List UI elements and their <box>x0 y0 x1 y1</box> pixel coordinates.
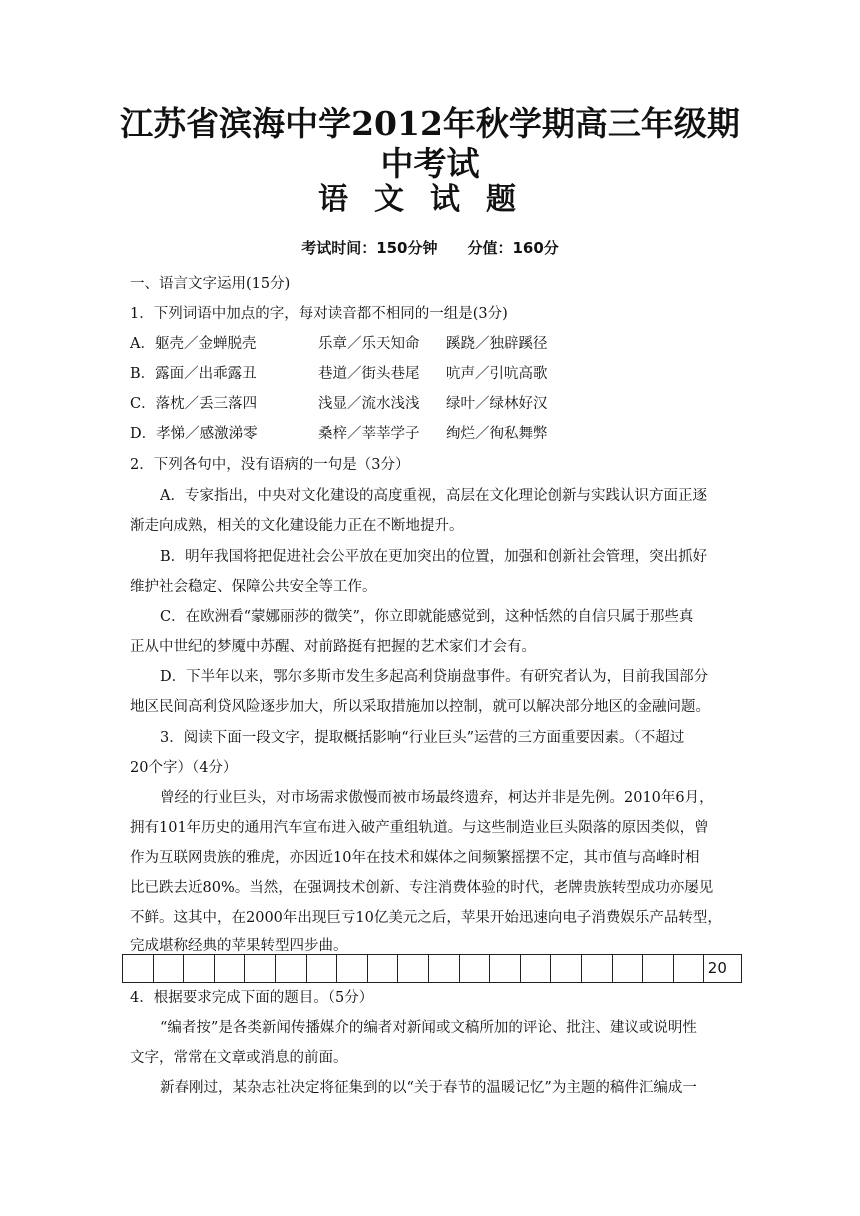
answer-cell[interactable] <box>521 955 552 982</box>
question-1-option-b: B．露面／出乖露丑 巷道／街头巷尾 吭声／引吭高歌 <box>130 366 548 382</box>
answer-grid[interactable] <box>122 954 742 983</box>
answer-cell[interactable] <box>429 955 460 982</box>
question-2-option-d: D．下半年以来，鄂尔多斯市发生多起高利贷崩盘事件。有研究者认为，目前我国部分 <box>160 669 709 685</box>
question-1-option-d: D．孝悌／感激涕零 桑梓／莘莘学子 绚烂／徇私舞弊 <box>130 426 548 442</box>
question-4-stem: 4．根据要求完成下面的题目。（5分） <box>130 990 374 1006</box>
question-2-option-a: A．专家指出，中央对文化建设的高度重视，高层在文化理论创新与实践认识方面正逐 <box>160 488 707 504</box>
question-3-passage-line: 不鲜。这其中，在2000年出现巨亏10亿美元之后，苹果开始迅速向电子消费娱乐产品转型， <box>130 910 722 926</box>
question-1-stem: 1．下列词语中加点的字，每对读音都不相同的一组是(3分) <box>130 306 508 322</box>
question-3-stem-cont: 20个字）（4分） <box>130 760 238 776</box>
question-2-option-c-cont: 正从中世纪的梦魇中苏醒、对前路挺有把握的艺术家们才会有。 <box>130 639 536 655</box>
answer-cell[interactable] <box>368 955 399 982</box>
answer-cell[interactable] <box>582 955 613 982</box>
exam-time: 考试时间：150分钟 <box>301 239 438 257</box>
answer-cell[interactable] <box>154 955 185 982</box>
question-3-passage-line: 曾经的行业巨头，对市场需求傲慢而被市场最终遗弃，柯达并非是先例。2010年6月， <box>160 790 714 806</box>
section-heading: 一、语言文字运用(15分) <box>130 276 291 292</box>
answer-cell[interactable] <box>215 955 246 982</box>
answer-cell[interactable] <box>551 955 582 982</box>
question-2-option-c: C．在欧洲看“蒙娜丽莎的微笑”，你立即就能感觉到，这种恬然的自信只属于那些真 <box>160 609 694 625</box>
question-4-passage-line: “编者按”是各类新闻传播媒介的编者对新闻或文稿所加的评论、批注、建议或说明性 <box>160 1020 697 1036</box>
answer-cell[interactable] <box>490 955 521 982</box>
answer-cell[interactable] <box>245 955 276 982</box>
question-2-option-d-cont: 地区民间高利贷风险逐步加大，所以采取措施加以控制，就可以解决部分地区的金融问题。 <box>130 699 710 715</box>
question-3-passage-line: 完成堪称经典的苹果转型四步曲。 <box>130 938 348 954</box>
question-1-option-a: A．躯壳／金蝉脱壳 乐章／乐天知命 蹊跷／独辟蹊径 <box>130 336 548 352</box>
answer-cell[interactable] <box>613 955 644 982</box>
question-4-passage-line: 新春刚过，某杂志社决定将征集到的以“关于春节的温暖记忆”为主题的稿件汇编成一 <box>160 1080 697 1096</box>
exam-score: 分值：160分 <box>467 239 559 257</box>
question-2-stem: 2．下列各句中，没有语病的一句是（3分） <box>130 457 410 473</box>
answer-cell[interactable] <box>337 955 368 982</box>
question-3-passage-line: 比已跌去近80%。当然，在强调技术创新、专注消费体验的时代，老牌贵族转型成功亦屡见 <box>130 880 714 896</box>
page-title: 江苏省滨海中学2012年秋学期高三年级期中考试 <box>120 104 740 183</box>
question-4-passage-line: 文字，常常在文章或消息的前面。 <box>130 1050 348 1066</box>
answer-cell[interactable] <box>398 955 429 982</box>
answer-cell[interactable] <box>307 955 338 982</box>
page-subtitle: 语文试题 <box>318 182 542 217</box>
answer-cell[interactable] <box>460 955 491 982</box>
answer-cell[interactable] <box>674 955 705 982</box>
answer-cell[interactable] <box>184 955 215 982</box>
answer-cell[interactable] <box>643 955 674 982</box>
question-2-option-b-cont: 维护社会稳定、保障公共安全等工作。 <box>130 579 377 595</box>
answer-cell[interactable] <box>123 955 154 982</box>
question-1-option-c: C．落枕／丢三落四 浅显／流水浅浅 绿叶／绿林好汉 <box>130 396 548 412</box>
exam-meta <box>0 236 860 260</box>
question-3-stem: 3．阅读下面一段文字，提取概括影响“行业巨头”运营的三方面重要因素。（不超过 <box>160 730 685 746</box>
question-3-passage-line: 拥有101年历史的通用汽车宣布进入破产重组轨道。与这些制造业巨头陨落的原因类似，曾 <box>130 820 709 836</box>
question-2-option-a-cont: 渐走向成熟，相关的文化建设能力正在不断地提升。 <box>130 518 464 534</box>
answer-cell[interactable] <box>276 955 307 982</box>
question-3-passage-line: 作为互联网贵族的雅虎，亦因近10年在技术和媒体之间频繁摇摆不定，其市值与高峰时相 <box>130 850 700 866</box>
grid-count-label: 20 <box>707 959 727 977</box>
question-2-option-b: B．明年我国将把促进社会公平放在更加突出的位置，加强和创新社会管理，突出抓好 <box>160 549 708 565</box>
